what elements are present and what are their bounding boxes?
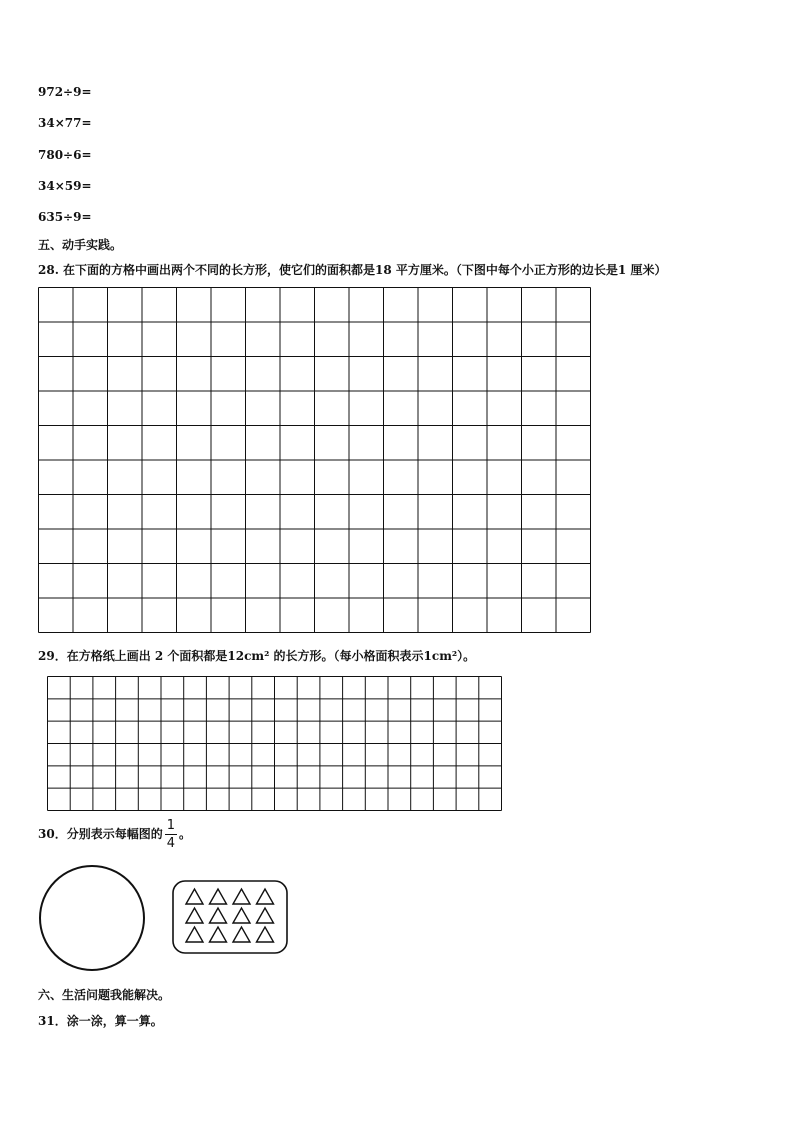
triangles-figure[interactable]	[171, 879, 291, 957]
question-29-grid[interactable]	[46, 675, 504, 813]
arithmetic-item-1: 972÷9=	[38, 85, 92, 99]
one-quarter-fraction: $\frac{1}{4}$	[166, 818, 175, 851]
arithmetic-item-5: 635÷9=	[38, 210, 92, 224]
arithmetic-item-4: 34×59=	[38, 179, 92, 193]
triangle-shape	[233, 908, 250, 923]
triangle-shape	[186, 927, 203, 942]
triangle-shape	[210, 927, 227, 942]
question-30-period: 。	[178, 827, 191, 841]
question-30-label: 30．分别表示每幅图的	[38, 827, 163, 841]
question-30-text	[38, 819, 191, 850]
question-29-text: 29．在方格纸上画出 2 个面积都是12cm² 的长方形。（每小格面积表示1cm²）。	[38, 649, 476, 663]
arithmetic-item-2: 34×77=	[38, 116, 92, 130]
triangle-shape	[186, 908, 203, 923]
triangle-shape	[257, 908, 274, 923]
question-31-text: 31．涂一涂，算一算。	[38, 1014, 163, 1028]
circle-figure[interactable]	[36, 862, 148, 974]
triangle-shape	[210, 889, 227, 904]
triangle-shape	[186, 889, 203, 904]
section-6-title: 六、生活问题我能解决。	[38, 988, 171, 1002]
triangle-shape	[210, 908, 227, 923]
triangle-shape	[257, 927, 274, 942]
question-28-text: 28. 在下面的方格中画出两个不同的长方形，使它们的面积都是18 平方厘米。（下图中每个小正方形的边长是1 厘米）	[38, 263, 667, 277]
question-28-grid[interactable]	[38, 287, 592, 634]
triangle-shape	[233, 927, 250, 942]
triangle-shape	[257, 889, 274, 904]
arithmetic-item-3: 780÷6=	[38, 148, 92, 162]
section-5-title: 五、动手实践。	[38, 238, 123, 252]
triangle-shape	[233, 889, 250, 904]
